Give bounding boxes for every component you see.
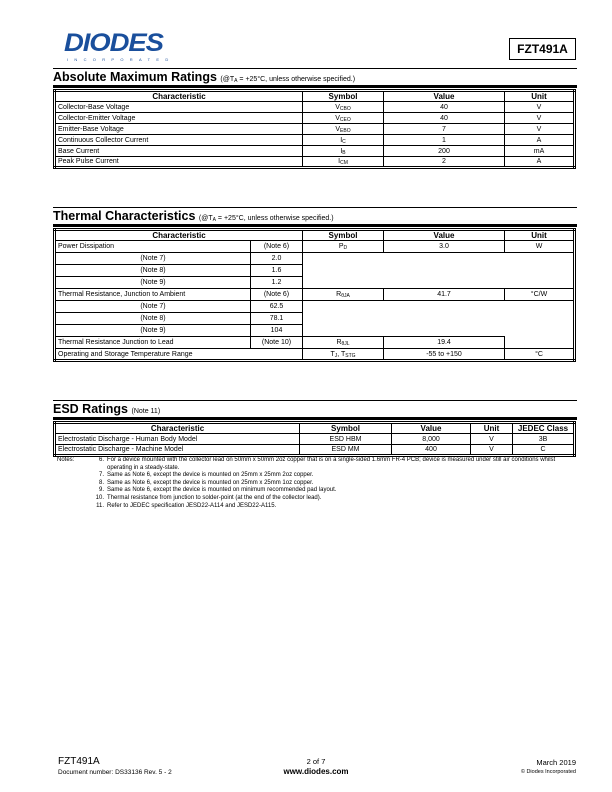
note-item: 6. For a device mounted with the collector lead on 50mm x 50mm 2oz copper that is on a single-sided 1.6mm FR-4 PCB; device is measured under still air conditions whilst operating in a steady-state.	[98, 457, 556, 471]
table-header: Characteristic Symbol Value Unit	[55, 91, 575, 102]
table-row	[55, 113, 575, 124]
table-header: Characteristic Symbol Value Unit JEDEC Class	[55, 423, 575, 434]
symbol: $R_{\theta JL}$	[303, 337, 384, 349]
note-item: 10. Thermal resistance from junction to solder-point (at the end of the collector lead).	[95, 494, 322, 501]
value: 104	[251, 325, 303, 337]
value: 1	[384, 135, 505, 146]
note-ref: (Note 10)	[251, 337, 303, 349]
table-row	[55, 277, 575, 289]
characteristic: Collector-Base Voltage	[55, 102, 303, 113]
footer-part: FZT491A	[58, 756, 100, 767]
title-text: Absolute Maximum Ratings	[53, 70, 217, 84]
value: 19.4	[384, 337, 505, 349]
table-row	[55, 241, 575, 253]
table-row	[55, 301, 575, 313]
value: 2	[384, 157, 505, 168]
diodes-logo	[64, 31, 174, 63]
unit: V	[505, 113, 575, 124]
condition: ($@T_A = +25^\circ C$, unless otherwise specified.)	[220, 76, 356, 84]
value: 78.1	[251, 313, 303, 325]
note-ref: (Note 9)	[55, 325, 251, 337]
note-ref: (Note 9)	[55, 277, 251, 289]
note-item: 8. Same as Note 6, except the device is mounted on 25mm x 25mm 1oz copper.	[98, 479, 314, 486]
characteristic: Power Dissipation	[55, 241, 251, 253]
value: 3.0	[384, 241, 505, 253]
value: 400	[392, 445, 471, 456]
note-ref: (Note 6)	[251, 241, 303, 253]
part-number-box: FZT491A	[509, 38, 576, 60]
absolute-max-table	[53, 89, 576, 169]
thermal-table	[53, 228, 576, 362]
note-item: 11. Refer to JEDEC specification JESD22-A114 and JESD22-A115.	[96, 502, 277, 509]
note-item: 9. Same as Note 6, except the device is mounted on minimum recommended pad layout.	[98, 487, 337, 494]
divider	[53, 68, 577, 69]
value: 40	[384, 102, 505, 113]
table-row	[55, 445, 575, 456]
table-row	[55, 265, 575, 277]
characteristic: Peak Pulse Current	[55, 157, 303, 168]
footer-docnum: Document number: DS33136 Rev. 5 - 2	[58, 769, 172, 776]
symbol: $V_{EBO}$	[303, 124, 384, 135]
divider	[53, 417, 577, 420]
jedec-class: C	[513, 445, 575, 456]
table-row	[55, 124, 575, 135]
footer-url[interactable]: www.diodes.com	[283, 767, 349, 776]
divider	[53, 400, 577, 401]
value: 62.5	[251, 301, 303, 313]
characteristic: Thermal Resistance, Junction to Ambient	[55, 289, 251, 301]
unit: V	[471, 445, 513, 456]
characteristic: Thermal Resistance Junction to Lead	[55, 337, 251, 349]
unit: V	[505, 102, 575, 113]
logo-text: DIODES	[64, 29, 163, 57]
value: 1.2	[251, 277, 303, 289]
logo-subtext: INCORPORATED	[67, 57, 175, 62]
table-row	[55, 349, 575, 361]
characteristic: Collector-Emitter Voltage	[55, 113, 303, 124]
note-ref: (Note 6)	[251, 289, 303, 301]
value: 200	[384, 146, 505, 157]
characteristic: Emitter-Base Voltage	[55, 124, 303, 135]
value: 1.6	[251, 265, 303, 277]
value: 41.7	[384, 289, 505, 301]
characteristic: Operating and Storage Temperature Range	[55, 349, 303, 361]
table-header: Characteristic Symbol Value Unit	[55, 230, 575, 241]
symbol: $T_J$, $T_{STG}$	[303, 349, 384, 361]
table-row	[55, 135, 575, 146]
unit: A	[505, 135, 575, 146]
table-row	[55, 102, 575, 113]
symbol: $R_{\theta JA}$	[303, 289, 384, 301]
symbol: ESD HBM	[300, 434, 392, 445]
note-ref: (Note 8)	[55, 313, 251, 325]
divider	[53, 207, 577, 208]
value: 8,000	[392, 434, 471, 445]
notes-label: Notes:	[57, 457, 75, 463]
value: 7	[384, 124, 505, 135]
title-text: Thermal Characteristics	[53, 209, 196, 223]
characteristic: Base Current	[55, 146, 303, 157]
characteristic: Continuous Collector Current	[55, 135, 303, 146]
footer-page: 2 of 7	[306, 757, 326, 766]
footer-date: March 2019	[536, 758, 576, 767]
divider	[53, 85, 577, 88]
note-ref: (Note 7)	[55, 301, 251, 313]
jedec-class: 3B	[513, 434, 575, 445]
symbol: ESD MM	[300, 445, 392, 456]
table-row	[55, 253, 575, 265]
table-row	[55, 146, 575, 157]
unit: V	[505, 124, 575, 135]
table-row	[55, 313, 575, 325]
unit: W	[505, 241, 575, 253]
title-text: ESD Ratings	[53, 402, 129, 416]
table-row	[55, 325, 575, 337]
table-row	[55, 337, 575, 349]
characteristic: Electrostatic Discharge - Machine Model	[55, 445, 300, 456]
table-row	[55, 289, 575, 301]
table-row	[55, 157, 575, 168]
symbol: $I_B$	[303, 146, 384, 157]
value: 40	[384, 113, 505, 124]
notes	[57, 457, 577, 510]
esd-table	[53, 421, 576, 457]
note-item: 7. Same as Note 6, except the device is mounted on 25mm x 25mm 2oz copper.	[98, 472, 314, 479]
note-ref: (Note 11)	[131, 408, 161, 415]
footer-copyright: © Diodes Incorporated	[520, 769, 576, 775]
table-row	[55, 434, 575, 445]
unit: A	[505, 157, 575, 168]
symbol: $V_{CEO}$	[303, 113, 384, 124]
unit: °C	[505, 349, 575, 361]
symbol: $V_{CBO}$	[303, 102, 384, 113]
condition: ($@T_A = +25^\circ C$, unless otherwise specified.)	[198, 215, 334, 223]
unit: °C/W	[505, 289, 575, 301]
divider	[53, 224, 577, 227]
symbol: $P_D$	[303, 241, 384, 253]
note-ref: (Note 7)	[55, 253, 251, 265]
characteristic: Electrostatic Discharge - Human Body Model	[55, 434, 300, 445]
note-ref: (Note 8)	[55, 265, 251, 277]
unit: V	[471, 434, 513, 445]
value: -55 to +150	[384, 349, 505, 361]
symbol: $I_C$	[303, 135, 384, 146]
value: 2.0	[251, 253, 303, 265]
unit: mA	[505, 146, 575, 157]
symbol: $I_{CM}$	[303, 157, 384, 168]
